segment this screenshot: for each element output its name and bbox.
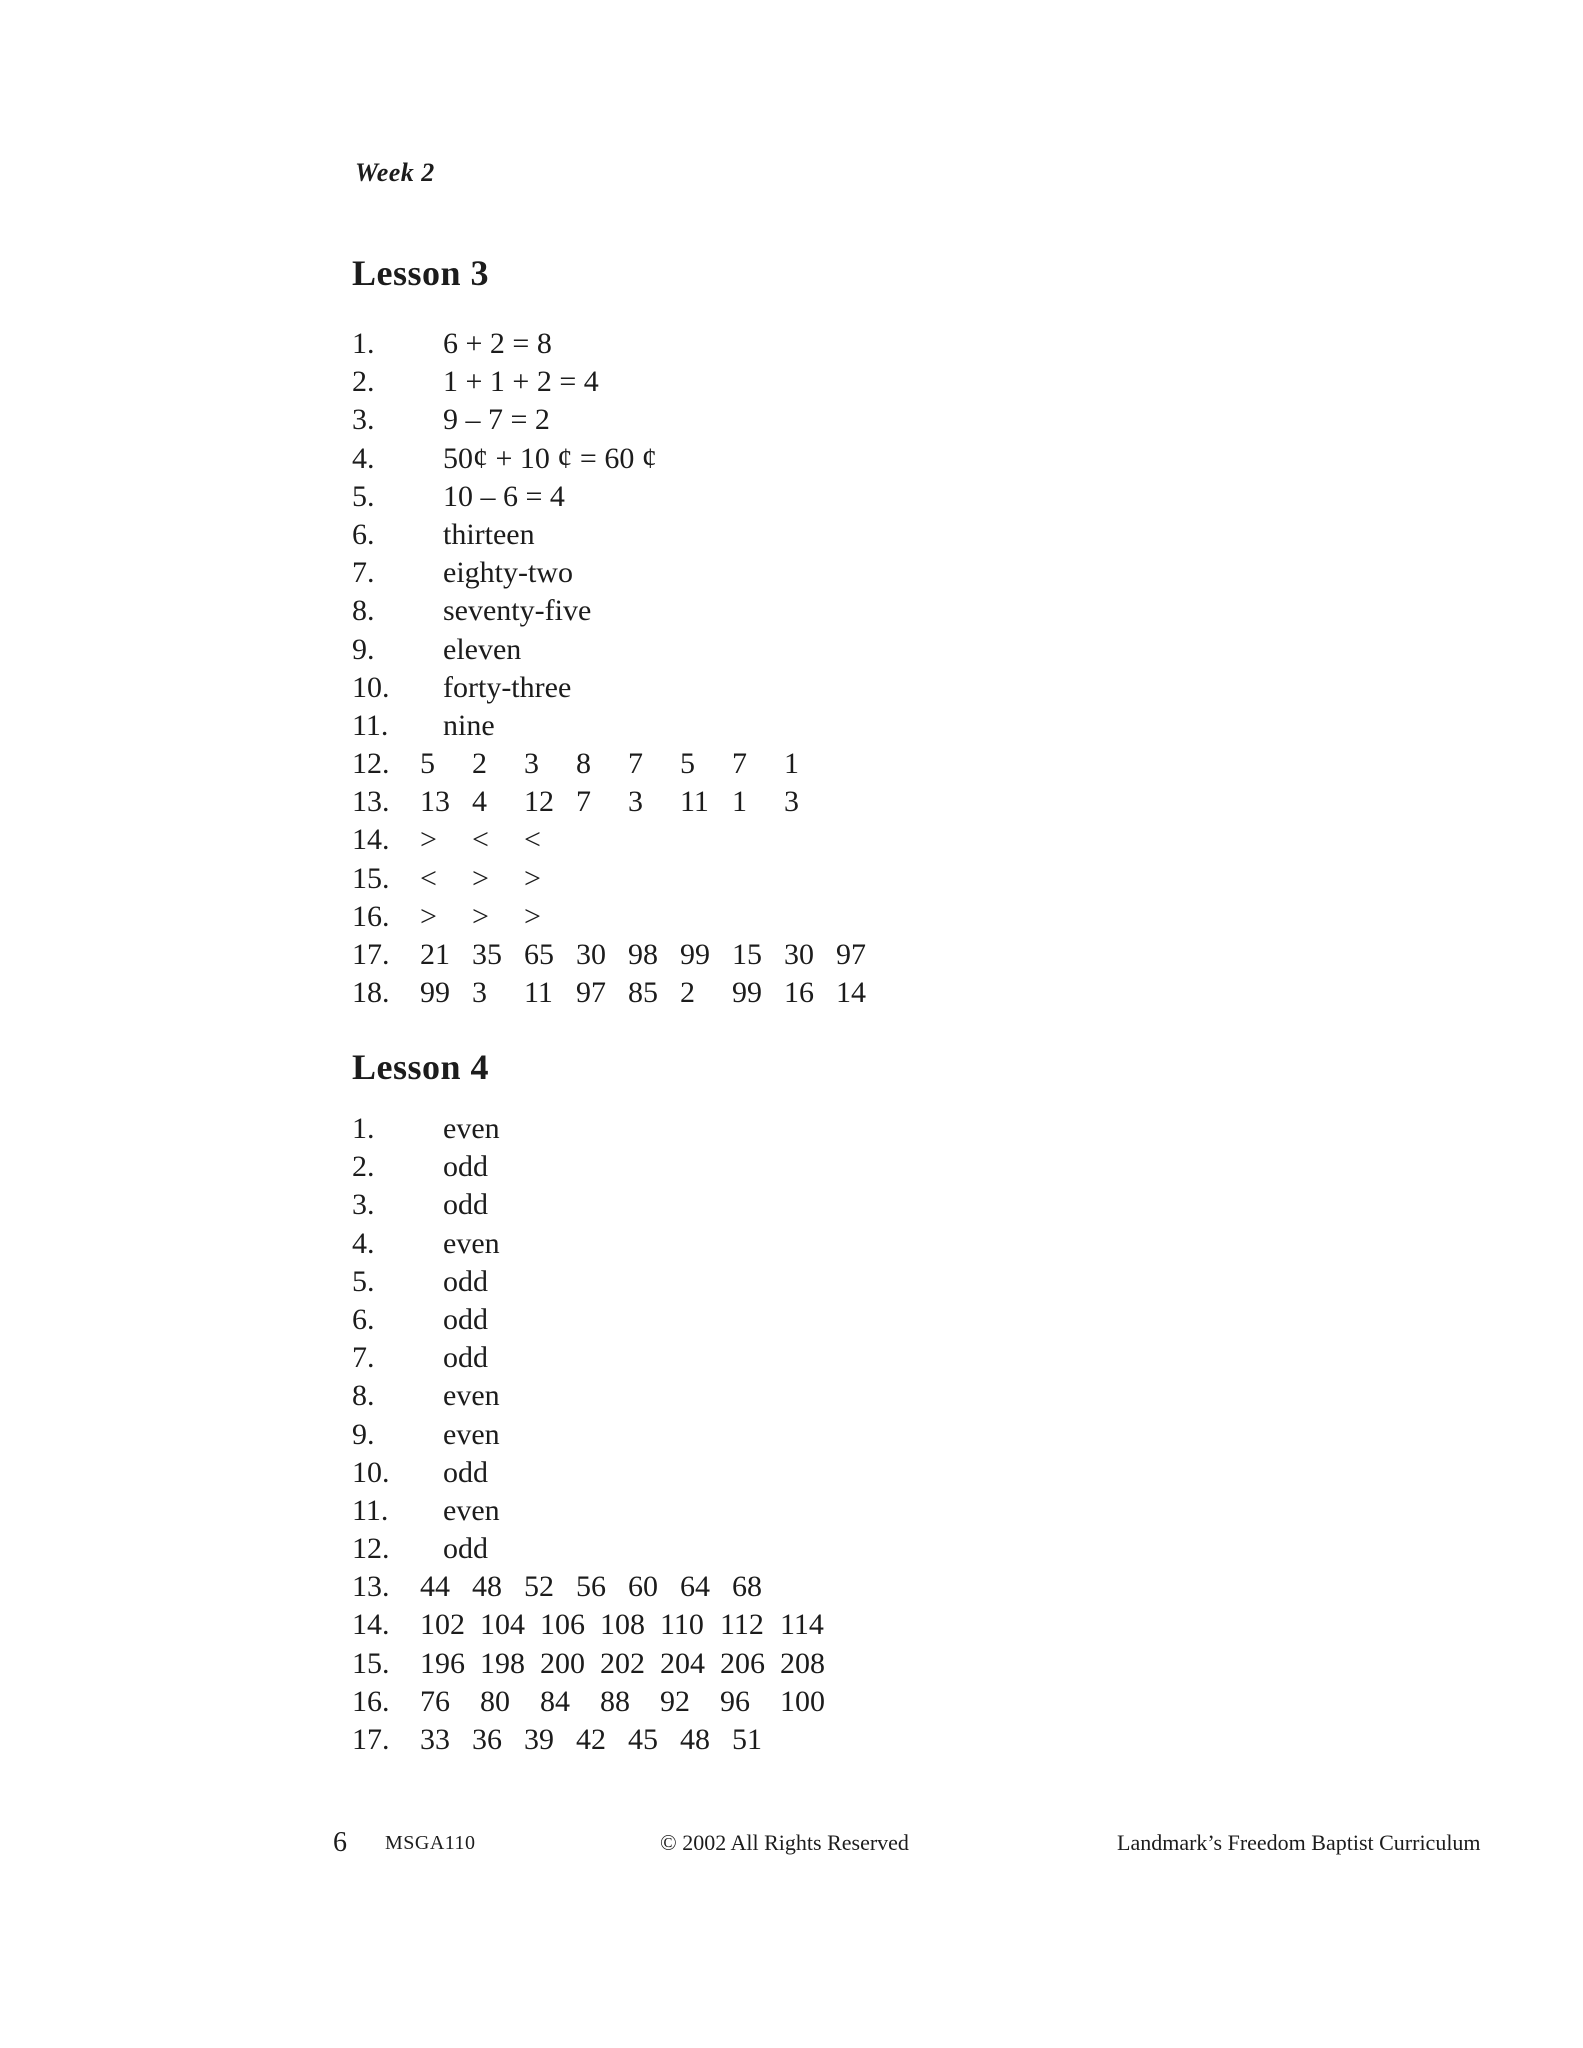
item-number: 2. xyxy=(352,365,375,399)
answer-value: 60 xyxy=(628,1570,658,1604)
item-number: 14. xyxy=(352,1608,390,1642)
answer-value: 7 xyxy=(732,747,747,781)
answer-value: 51 xyxy=(732,1723,762,1756)
item-number: 9. xyxy=(352,632,375,666)
lesson-3-answer-list xyxy=(352,325,1452,1012)
answer-value: 102 xyxy=(420,1608,465,1642)
item-answer: odd xyxy=(443,1150,488,1184)
answer-value: 112 xyxy=(720,1608,764,1642)
item-number: 14. xyxy=(352,823,390,857)
answer-value: < xyxy=(524,823,541,857)
answer-value: 76 xyxy=(420,1684,450,1718)
item-answer: forty-three xyxy=(443,670,572,704)
answer-value: 99 xyxy=(732,976,762,1010)
item-number: 17. xyxy=(352,938,390,971)
answer-value: 204 xyxy=(660,1646,705,1680)
item-answer-values xyxy=(420,821,576,859)
answer-item xyxy=(352,401,1452,439)
answer-value: 100 xyxy=(780,1684,825,1718)
item-answer: odd xyxy=(443,1264,488,1298)
item-answer-values xyxy=(420,1645,840,1683)
answer-item xyxy=(352,1225,1452,1263)
answer-value: 106 xyxy=(540,1608,585,1642)
answer-value: 3 xyxy=(628,785,643,819)
item-number: 15. xyxy=(352,1646,390,1680)
item-number: 7. xyxy=(352,1341,375,1375)
item-answer: even xyxy=(443,1226,500,1260)
answer-value: 15 xyxy=(732,938,762,971)
answer-item xyxy=(352,783,1452,821)
item-answer: 1 + 1 + 2 = 4 xyxy=(443,365,599,399)
answer-value: 5 xyxy=(420,747,435,781)
lesson-4-title: Lesson 4 xyxy=(352,1047,490,1087)
item-answer-values xyxy=(420,1568,784,1606)
answer-item xyxy=(352,592,1452,630)
answer-item xyxy=(352,1530,1452,1568)
item-number: 11. xyxy=(352,1493,389,1527)
answer-item xyxy=(352,707,1452,745)
answer-value: 68 xyxy=(732,1570,762,1604)
copyright-notice: © 2002 All Rights Reserved xyxy=(660,1830,909,1855)
page-footer xyxy=(0,1826,1583,1860)
answer-item xyxy=(352,363,1452,401)
answer-value: 98 xyxy=(628,938,658,971)
page-number: 6 xyxy=(333,1827,347,1858)
answer-item xyxy=(352,669,1452,707)
answer-item xyxy=(352,1645,1452,1683)
answer-value: 30 xyxy=(784,938,814,971)
answer-item xyxy=(352,745,1452,783)
item-answer: odd xyxy=(443,1302,488,1336)
answer-value: 65 xyxy=(524,938,554,971)
item-number: 6. xyxy=(352,1302,375,1336)
answer-value: > xyxy=(472,861,489,895)
answer-value: 1 xyxy=(732,785,747,819)
item-number: 9. xyxy=(352,1417,375,1451)
week-header: Week 2 xyxy=(355,158,435,187)
item-answer-values xyxy=(420,974,888,1012)
answer-value: 198 xyxy=(480,1646,525,1680)
item-answer-values xyxy=(420,745,836,783)
item-number: 10. xyxy=(352,670,390,704)
answer-value: 200 xyxy=(540,1646,585,1680)
answer-item xyxy=(352,821,1452,859)
item-number: 7. xyxy=(352,556,375,590)
answer-value: 108 xyxy=(600,1608,645,1642)
item-number: 16. xyxy=(352,1684,390,1718)
answer-value: 97 xyxy=(836,938,866,971)
answer-value: 80 xyxy=(480,1684,510,1718)
answer-value: > xyxy=(524,899,541,933)
answer-value: > xyxy=(472,899,489,933)
answer-item xyxy=(352,1110,1452,1148)
item-answer-values xyxy=(420,860,576,898)
item-answer: even xyxy=(443,1112,500,1145)
item-number: 3. xyxy=(352,1188,375,1222)
item-number: 2. xyxy=(352,1150,375,1184)
answer-value: > xyxy=(524,861,541,895)
answer-value: 11 xyxy=(680,785,709,819)
item-answer: eleven xyxy=(443,632,522,666)
answer-value: 48 xyxy=(680,1723,710,1756)
answer-value: 11 xyxy=(524,976,553,1010)
item-answer: seventy-five xyxy=(443,594,592,628)
answer-value: 92 xyxy=(660,1684,690,1718)
item-number: 4. xyxy=(352,1226,375,1260)
item-number: 5. xyxy=(352,479,375,513)
answer-item xyxy=(352,936,1452,974)
answer-value: > xyxy=(420,823,437,857)
answer-value: 3 xyxy=(784,785,799,819)
answer-value: 2 xyxy=(472,747,487,781)
item-answer: odd xyxy=(443,1188,488,1222)
answer-value: 196 xyxy=(420,1646,465,1680)
item-answer: odd xyxy=(443,1341,488,1375)
answer-item xyxy=(352,440,1452,478)
answer-item xyxy=(352,1683,1452,1721)
answer-value: 48 xyxy=(472,1570,502,1604)
answer-value: 104 xyxy=(480,1608,525,1642)
item-number: 11. xyxy=(352,708,389,742)
item-answer: thirteen xyxy=(443,517,535,551)
answer-value: 5 xyxy=(680,747,695,781)
answer-value: < xyxy=(420,861,437,895)
answer-item xyxy=(352,1339,1452,1377)
answer-value: 3 xyxy=(524,747,539,781)
answer-item xyxy=(352,554,1452,592)
answer-value: 99 xyxy=(420,976,450,1010)
item-number: 12. xyxy=(352,1532,390,1566)
answer-item xyxy=(352,1568,1452,1606)
answer-value: 21 xyxy=(420,938,450,971)
answer-value: 3 xyxy=(472,976,487,1010)
answer-value: > xyxy=(420,899,437,933)
item-answer: eighty-two xyxy=(443,556,573,590)
item-answer: even xyxy=(443,1379,500,1413)
item-answer-values xyxy=(420,936,888,974)
answer-item xyxy=(352,1492,1452,1530)
item-number: 8. xyxy=(352,594,375,628)
answer-item xyxy=(352,1721,1452,1759)
item-number: 8. xyxy=(352,1379,375,1413)
item-answer: 10 – 6 = 4 xyxy=(443,479,565,513)
item-answer-values xyxy=(420,783,836,821)
answer-value: 99 xyxy=(680,938,710,971)
item-answer: odd xyxy=(443,1532,488,1566)
item-number: 1. xyxy=(352,327,375,360)
answer-item xyxy=(352,478,1452,516)
answer-item xyxy=(352,860,1452,898)
item-number: 16. xyxy=(352,899,390,933)
answer-item xyxy=(352,1606,1452,1644)
answer-value: 45 xyxy=(628,1723,658,1756)
answer-value: 7 xyxy=(628,747,643,781)
answer-value: 202 xyxy=(600,1646,645,1680)
answer-item xyxy=(352,898,1452,936)
item-answer-values xyxy=(420,1683,840,1721)
answer-value: 8 xyxy=(576,747,591,781)
item-number: 12. xyxy=(352,747,390,781)
answer-value: < xyxy=(472,823,489,857)
item-answer-values xyxy=(420,1721,784,1759)
item-answer: nine xyxy=(443,708,495,742)
answer-item xyxy=(352,631,1452,669)
answer-item xyxy=(352,1454,1452,1492)
answer-item xyxy=(352,974,1452,1012)
item-number: 5. xyxy=(352,1264,375,1298)
answer-value: 30 xyxy=(576,938,606,971)
publisher-name: Landmark’s Freedom Baptist Curriculum xyxy=(1117,1830,1481,1855)
item-number: 1. xyxy=(352,1112,375,1145)
answer-value: 35 xyxy=(472,938,502,971)
answer-value: 110 xyxy=(660,1608,704,1642)
answer-value: 4 xyxy=(472,785,487,819)
item-number: 10. xyxy=(352,1455,390,1489)
answer-value: 85 xyxy=(628,976,658,1010)
item-answer-values xyxy=(420,1606,840,1644)
lesson-3-title: Lesson 3 xyxy=(352,253,490,293)
answer-value: 12 xyxy=(524,785,554,819)
answer-value: 208 xyxy=(780,1646,825,1680)
item-answer: 50¢ + 10 ¢ = 60 ¢ xyxy=(443,441,657,475)
item-answer: 6 + 2 = 8 xyxy=(443,327,552,360)
answer-value: 64 xyxy=(680,1570,710,1604)
answer-value: 96 xyxy=(720,1684,750,1718)
answer-value: 33 xyxy=(420,1723,450,1756)
answer-value: 84 xyxy=(540,1684,570,1718)
answer-value: 16 xyxy=(784,976,814,1010)
item-number: 13. xyxy=(352,1570,390,1604)
item-number: 18. xyxy=(352,976,390,1010)
answer-value: 14 xyxy=(836,976,866,1010)
item-number: 3. xyxy=(352,403,375,437)
answer-item xyxy=(352,1186,1452,1224)
answer-item xyxy=(352,1416,1452,1454)
answer-value: 7 xyxy=(576,785,591,819)
answer-value: 36 xyxy=(472,1723,502,1756)
answer-value: 206 xyxy=(720,1646,765,1680)
item-answer: odd xyxy=(443,1455,488,1489)
item-number: 13. xyxy=(352,785,390,819)
item-number: 4. xyxy=(352,441,375,475)
answer-item xyxy=(352,325,1452,363)
answer-value: 114 xyxy=(780,1608,824,1642)
answer-item xyxy=(352,516,1452,554)
answer-value: 39 xyxy=(524,1723,554,1756)
item-answer: even xyxy=(443,1493,500,1527)
item-answer: even xyxy=(443,1417,500,1451)
item-number: 6. xyxy=(352,517,375,551)
answer-value: 2 xyxy=(680,976,695,1010)
answer-item xyxy=(352,1301,1452,1339)
answer-value: 88 xyxy=(600,1684,630,1718)
item-number: 17. xyxy=(352,1723,390,1756)
answer-value: 42 xyxy=(576,1723,606,1756)
answer-value: 52 xyxy=(524,1570,554,1604)
answer-value: 56 xyxy=(576,1570,606,1604)
answer-item xyxy=(352,1377,1452,1415)
answer-item xyxy=(352,1263,1452,1301)
answer-value: 97 xyxy=(576,976,606,1010)
course-code: MSGA110 xyxy=(385,1832,476,1854)
answer-item xyxy=(352,1148,1452,1186)
item-number: 15. xyxy=(352,861,390,895)
item-answer: 9 – 7 = 2 xyxy=(443,403,550,437)
item-answer-values xyxy=(420,898,576,936)
lesson-4-answer-list xyxy=(352,1110,1452,1759)
answer-value: 13 xyxy=(420,785,450,819)
answer-value: 44 xyxy=(420,1570,450,1604)
answer-value: 1 xyxy=(784,747,799,781)
